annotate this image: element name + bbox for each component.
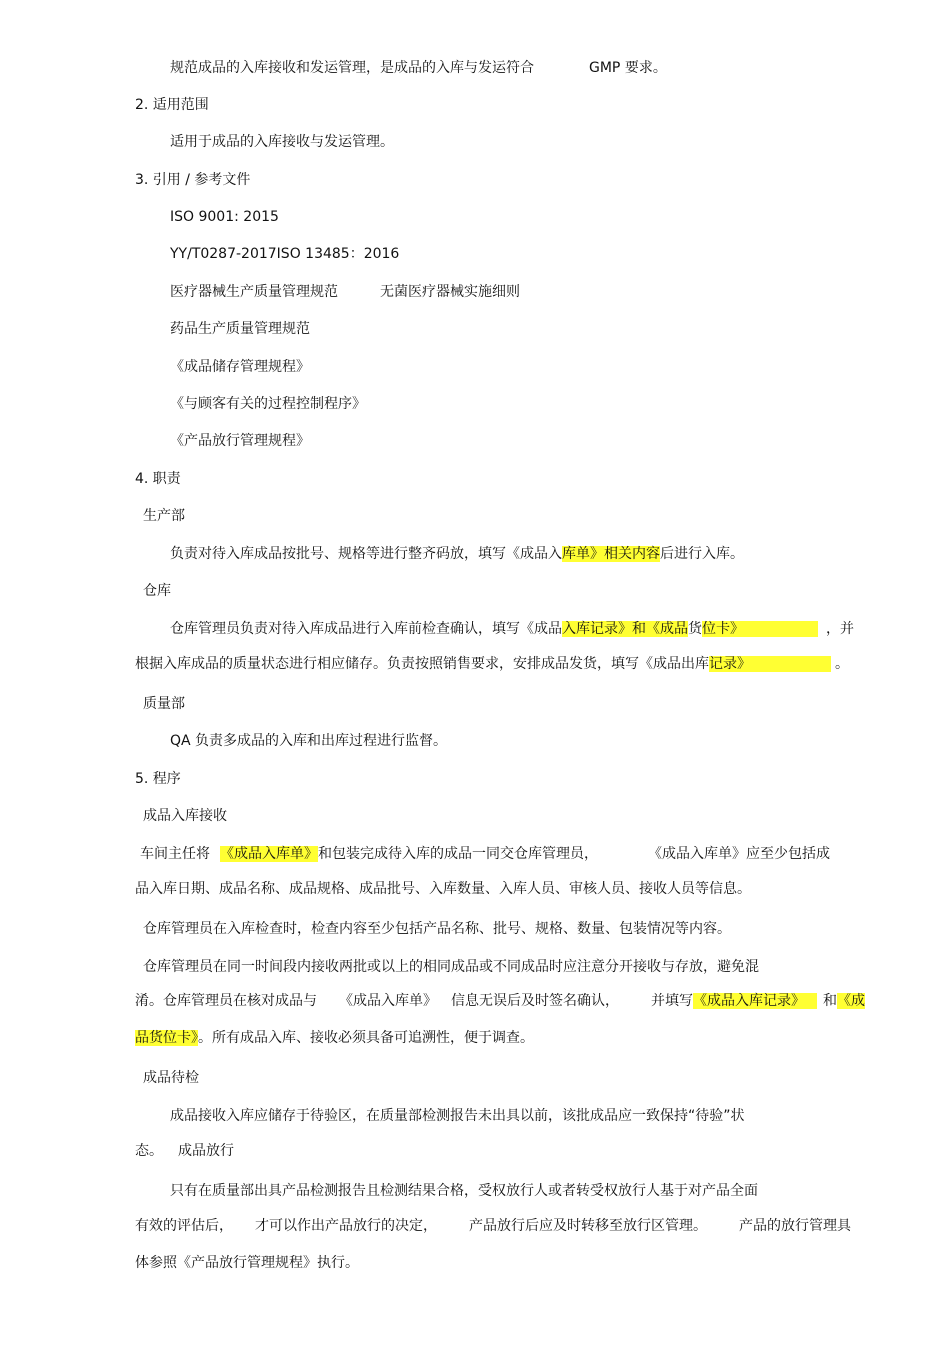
section-5-title: 5. 程序 — [135, 771, 181, 787]
pending-text-line: 成品接收入库应储存于待验区，在质量部检测报告未出具以前，该批成品应一致保持“待验”状 — [170, 1108, 745, 1124]
receipt-paragraph-line: 仓库管理员在同一时间段内接收两批或以上的相同成品或不同成品时应注意分开接收与存放，避免混 — [143, 959, 759, 975]
release-text-line: 体参照《产品放行管理规程》执行。 — [135, 1255, 359, 1271]
reference-item: YY/T0287-2017ISO 13485：2016 — [170, 246, 400, 262]
section-3-title: 3. 引用 / 参考文件 — [135, 172, 251, 188]
warehouse-text-line: 根据入库成品的质量状态进行相应储存。负责按照销售要求，安排成品发货，填写《成品出库记录》 。 — [135, 656, 849, 672]
receipt-paragraph-line: 品入库日期、成品名称、成品规格、成品批号、入库数量、入库人员、审核人员、接收人员等信息。 — [135, 881, 751, 897]
reference-item: 《成品储存管理规程》 — [170, 359, 310, 375]
pending-text-line: 态。 — [135, 1143, 163, 1159]
reference-item: 《与顾客有关的过程控制程序》 — [170, 396, 366, 412]
receipt-paragraph-line: 车间主任将 《成品入库单》和包装完成待入库的成品一同交仓库管理员， 《成品入库单》应至少包括成 — [140, 846, 830, 862]
highlight: 《成 — [837, 993, 865, 1009]
reference-item: ISO 9001: 2015 — [170, 209, 279, 225]
release-text-line: 有效的评估后， 才可以作出产品放行的决定， 产品放行后应及时转移至放行区管理。 产品的放行管理具 — [135, 1218, 851, 1234]
section-4-title: 4. 职责 — [135, 471, 181, 487]
qa-dept-title: 质量部 — [143, 696, 185, 712]
receipt-paragraph-line: 品货位卡》。所有成品入库、接收必须具备可追溯性，便于调查。 — [135, 1030, 534, 1046]
production-dept-text: 负责对待入库成品按批号、规格等进行整齐码放，填写《成品入库单》相关内容后进行入库。 — [170, 546, 744, 562]
purpose-text: 规范成品的入库接收和发运管理，是成品的入库与发运符合 — [170, 60, 534, 76]
highlight: 记录》 — [709, 656, 831, 672]
warehouse-title: 仓库 — [143, 583, 171, 599]
reference-item: 药品生产质量管理规范 — [170, 321, 310, 337]
section-2-text: 适用于成品的入库接收与发运管理。 — [170, 134, 394, 150]
receipt-title: 成品入库接收 — [143, 808, 227, 824]
production-dept-title: 生产部 — [143, 508, 185, 524]
highlight: 品货位卡》 — [135, 1030, 198, 1046]
highlight: 入库记录》和《成品 — [562, 621, 688, 637]
highlight: 位卡》 — [702, 621, 818, 637]
warehouse-text-line: 仓库管理员负责对待入库成品进行入库前检查确认，填写《成品入库记录》和《成品货位卡》 ，并 — [170, 621, 854, 637]
reference-item: 无菌医疗器械实施细则 — [380, 284, 520, 300]
section-2-title: 2. 适用范围 — [135, 97, 209, 113]
release-title: 成品放行 — [178, 1143, 234, 1159]
highlight: 《成品入库记录》 — [693, 993, 817, 1009]
pending-title: 成品待检 — [143, 1070, 199, 1086]
purpose-line — [170, 59, 667, 77]
purpose-gmp: GMP 要求。 — [589, 60, 667, 76]
receipt-paragraph-line: 淆。仓库管理员在核对成品与 《成品入库单》 信息无误后及时签名确认， 并填写《成品入库记录》 和《成 — [135, 993, 865, 1009]
receipt-paragraph-line: 仓库管理员在入库检查时，检查内容至少包括产品名称、批号、规格、数量、包装情况等内容。 — [143, 921, 731, 937]
highlight: 库单》相关内容 — [562, 546, 660, 562]
release-text-line: 只有在质量部出具产品检测报告且检测结果合格，受权放行人或者转受权放行人基于对产品全面 — [170, 1183, 758, 1199]
qa-dept-text: QA 负责多成品的入库和出库过程进行监督。 — [170, 733, 448, 749]
reference-item: 《产品放行管理规程》 — [170, 433, 310, 449]
highlight: 《成品入库单》 — [220, 846, 318, 862]
reference-item: 医疗器械生产质量管理规范 — [170, 284, 338, 300]
